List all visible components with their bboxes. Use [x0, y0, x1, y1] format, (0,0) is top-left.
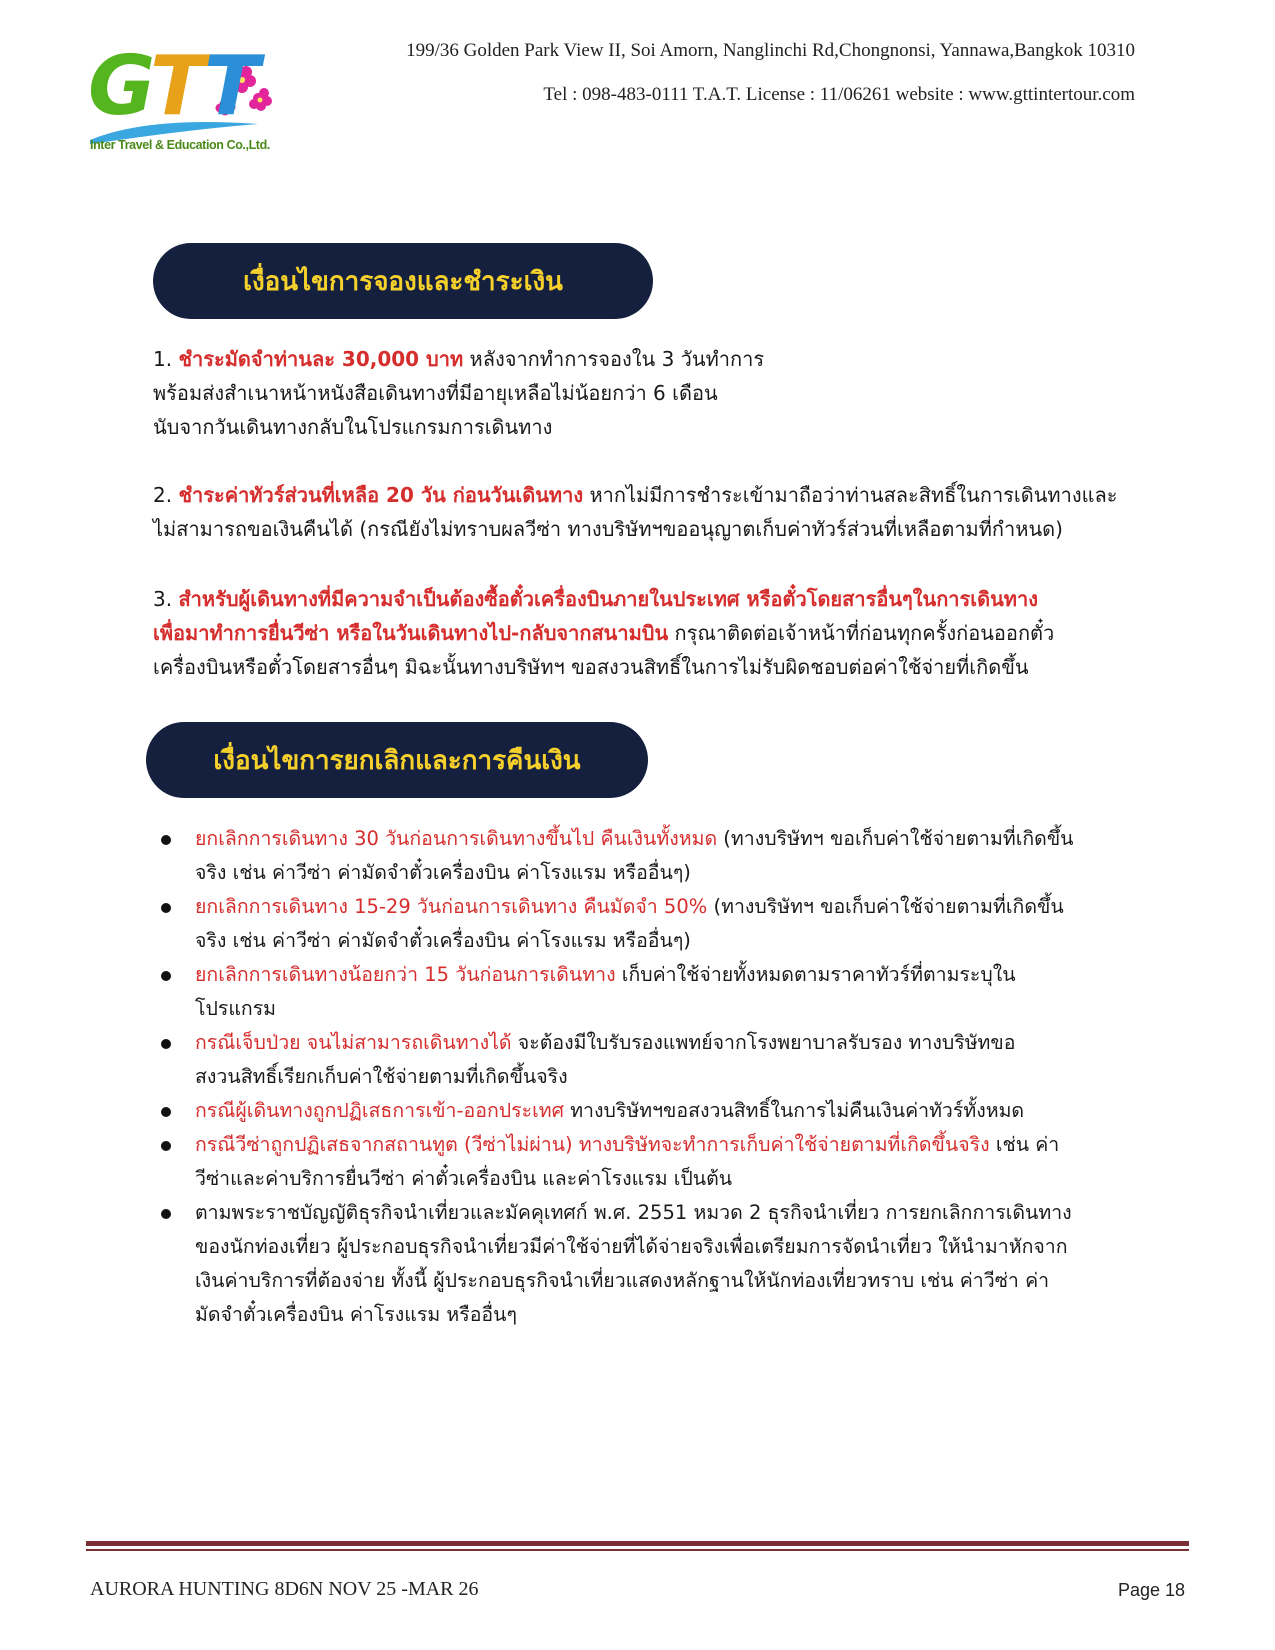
bullet-icon — [161, 971, 171, 981]
company-contact: Tel : 098-483-0111 T.A.T. License : 11/06261 website : www.gttintertour.com — [543, 84, 1135, 105]
bullet-icon — [161, 1209, 171, 1219]
list-item: ยกเลิกการเดินทางน้อยกว่า 15 วันก่อนการเดินทาง เก็บค่าใช้จ่ายทั้งหมดตามราคาทัวร์ที่ตามระบุใน โปรแกรม — [153, 958, 1113, 1026]
logo-wordmark: GTT — [88, 39, 256, 134]
list-item: ยกเลิกการเดินทาง 15-29 วันก่อนการเดินทาง คืนมัดจำ 50% (ทางบริษัทฯ ขอเก็บค่าใช้จ่ายตามที่เกิดขึ้น จริง เช่น ค่าวีซ่า ค่ามัดจำตั๋วเครื่องบิน ค่าโรงแรม หรืออื่นๆ) — [153, 890, 1113, 958]
booking-item-2-highlight: ชำระค่าทัวร์ส่วนที่เหลือ 20 วัน ก่อนวันเดินทาง — [178, 483, 584, 507]
bullet-icon — [161, 1141, 171, 1151]
footer-divider-thin — [86, 1549, 1189, 1551]
booking-item-1-highlight: ชำระมัดจำท่านละ 30,000 บาท — [178, 347, 464, 371]
booking-heading: เงื่อนไขการจองและชำระเงิน — [153, 243, 653, 319]
booking-item-1: 1. ชำระมัดจำท่านละ 30,000 บาท หลังจากทำการจองใน 3 วันทำการ พร้อมส่งสำเนาหน้าหนังสือเดินทางที่มีอายุเหลือไม่น้อยกว่า 6 เดือน นับจากวันเดินทางกลับในโปรแกรมการเดินทาง — [153, 347, 765, 439]
booking-item-3: 3. สำหรับผู้เดินทางที่มีความจำเป็นต้องซื้อตั๋วเครื่องบินภายในประเทศ หรือตั๋วโดยสารอื่นๆในการเดินทาง เพื่อมาทำการยื่นวีซ่า หรือในวันเดินทางไป-กลับจากสนามบิน กรุณาติดต่อเจ้าหน้าที่ก่อนทุกครั้งก่อนออกตั๋ว เครื่องบินหรือตั๋วโดยสารอื่นๆ มิฉะนั้นทางบริษัทฯ ขอสงวนสิทธิ์ในการไม่รับผิดชอบต่อค่าใช้จ่ายที่เกิดขึ้น — [153, 587, 1055, 679]
footer-divider — [86, 1541, 1189, 1546]
cancellation-heading: เงื่อนไขการยกเลิกและการคืนเงิน — [146, 722, 648, 798]
footer-title: AURORA HUNTING 8D6N NOV 25 -MAR 26 — [90, 1578, 479, 1600]
booking-item-3-highlight: สำหรับผู้เดินทางที่มีความจำเป็นต้องซื้อตั๋วเครื่องบินภายในประเทศ หรือตั๋วโดยสารอื่นๆในการเดินทาง — [178, 587, 1038, 611]
bullet-icon — [161, 1039, 171, 1049]
page-number: Page 18 — [1117, 1580, 1185, 1600]
list-item: กรณีเจ็บป่วย จนไม่สามารถเดินทางได้ จะต้องมีใบรับรองแพทย์จากโรงพยาบาลรับรอง ทางบริษัทขอ สงวนสิทธิ์เรียกเก็บค่าใช้จ่ายตามที่เกิดขึ้นจริง — [153, 1026, 1113, 1094]
list-item: ตามพระราชบัญญัติธุรกิจนำเที่ยวและมัคคุเทศก์ พ.ศ. 2551 หมวด 2 ธุรกิจนำเที่ยว การยกเลิกการเดินทาง ของนักท่องเที่ยว ผู้ประกอบธุรกิจนำเที่ยวมีค่าใช้จ่ายที่ได้จ่ายจริงเพื่อเตรียมการจัดนำเที่ยว ให้นำมาหักจาก เงินค่าบริการที่ต้องจ่าย ทั้งนี้ ผู้ประกอบธุรกิจนำเที่ยวแสดงหลักฐานให้นักท่องเที่ยวทราบ เช่น ค่าวีซ่า ค่า มัดจำตั๋วเครื่องบิน ค่าโรงแรม หรืออื่นๆ — [153, 1196, 1113, 1332]
bullet-icon — [161, 835, 171, 845]
list-item: กรณีวีซ่าถูกปฏิเสธจากสถานทูต (วีซ่าไม่ผ่าน) ทางบริษัทจะทำการเก็บค่าใช้จ่ายตามที่เกิดขึ้นจริง เช่น ค่า วีซ่าและค่าบริการยื่นวีซ่า ค่าตั๋วเครื่องบิน และค่าโรงแรม เป็นต้น — [153, 1128, 1113, 1196]
bullet-icon — [161, 903, 171, 913]
list-item: ยกเลิกการเดินทาง 30 วันก่อนการเดินทางขึ้นไป คืนเงินทั้งหมด (ทางบริษัทฯ ขอเก็บค่าใช้จ่ายตามที่เกิดขึ้น จริง เช่น ค่าวีซ่า ค่ามัดจำตั๋วเครื่องบิน ค่าโรงแรม หรืออื่นๆ) — [153, 822, 1113, 890]
company-address: 199/36 Golden Park View II, Soi Amorn, Nanglinchi Rd,Chongnonsi, Yannawa,Bangkok 10310 — [406, 40, 1135, 61]
logo-subtitle: Inter Travel & Education Co.,Ltd. — [90, 138, 270, 152]
company-logo — [88, 39, 278, 156]
booking-item-2: 2. ชำระค่าทัวร์ส่วนที่เหลือ 20 วัน ก่อนวันเดินทาง หากไม่มีการชำระเข้ามาถือว่าท่านสละสิทธิ์ในการเดินทางและ ไม่สามารถขอเงินคืนได้ (กรณียังไม่ทราบผลวีซ่า ทางบริษัทฯขออนุญาตเก็บค่าทัวร์ส่วนที่เหลือตามที่กำหนด) — [153, 483, 1118, 541]
list-item: กรณีผู้เดินทางถูกปฏิเสธการเข้า-ออกประเทศ ทางบริษัทฯขอสงวนสิทธิ์ในการไม่คืนเงินค่าทัวร์ทั้งหมด — [153, 1094, 1113, 1128]
cancellation-list — [153, 822, 1113, 1332]
bullet-icon — [161, 1107, 171, 1117]
